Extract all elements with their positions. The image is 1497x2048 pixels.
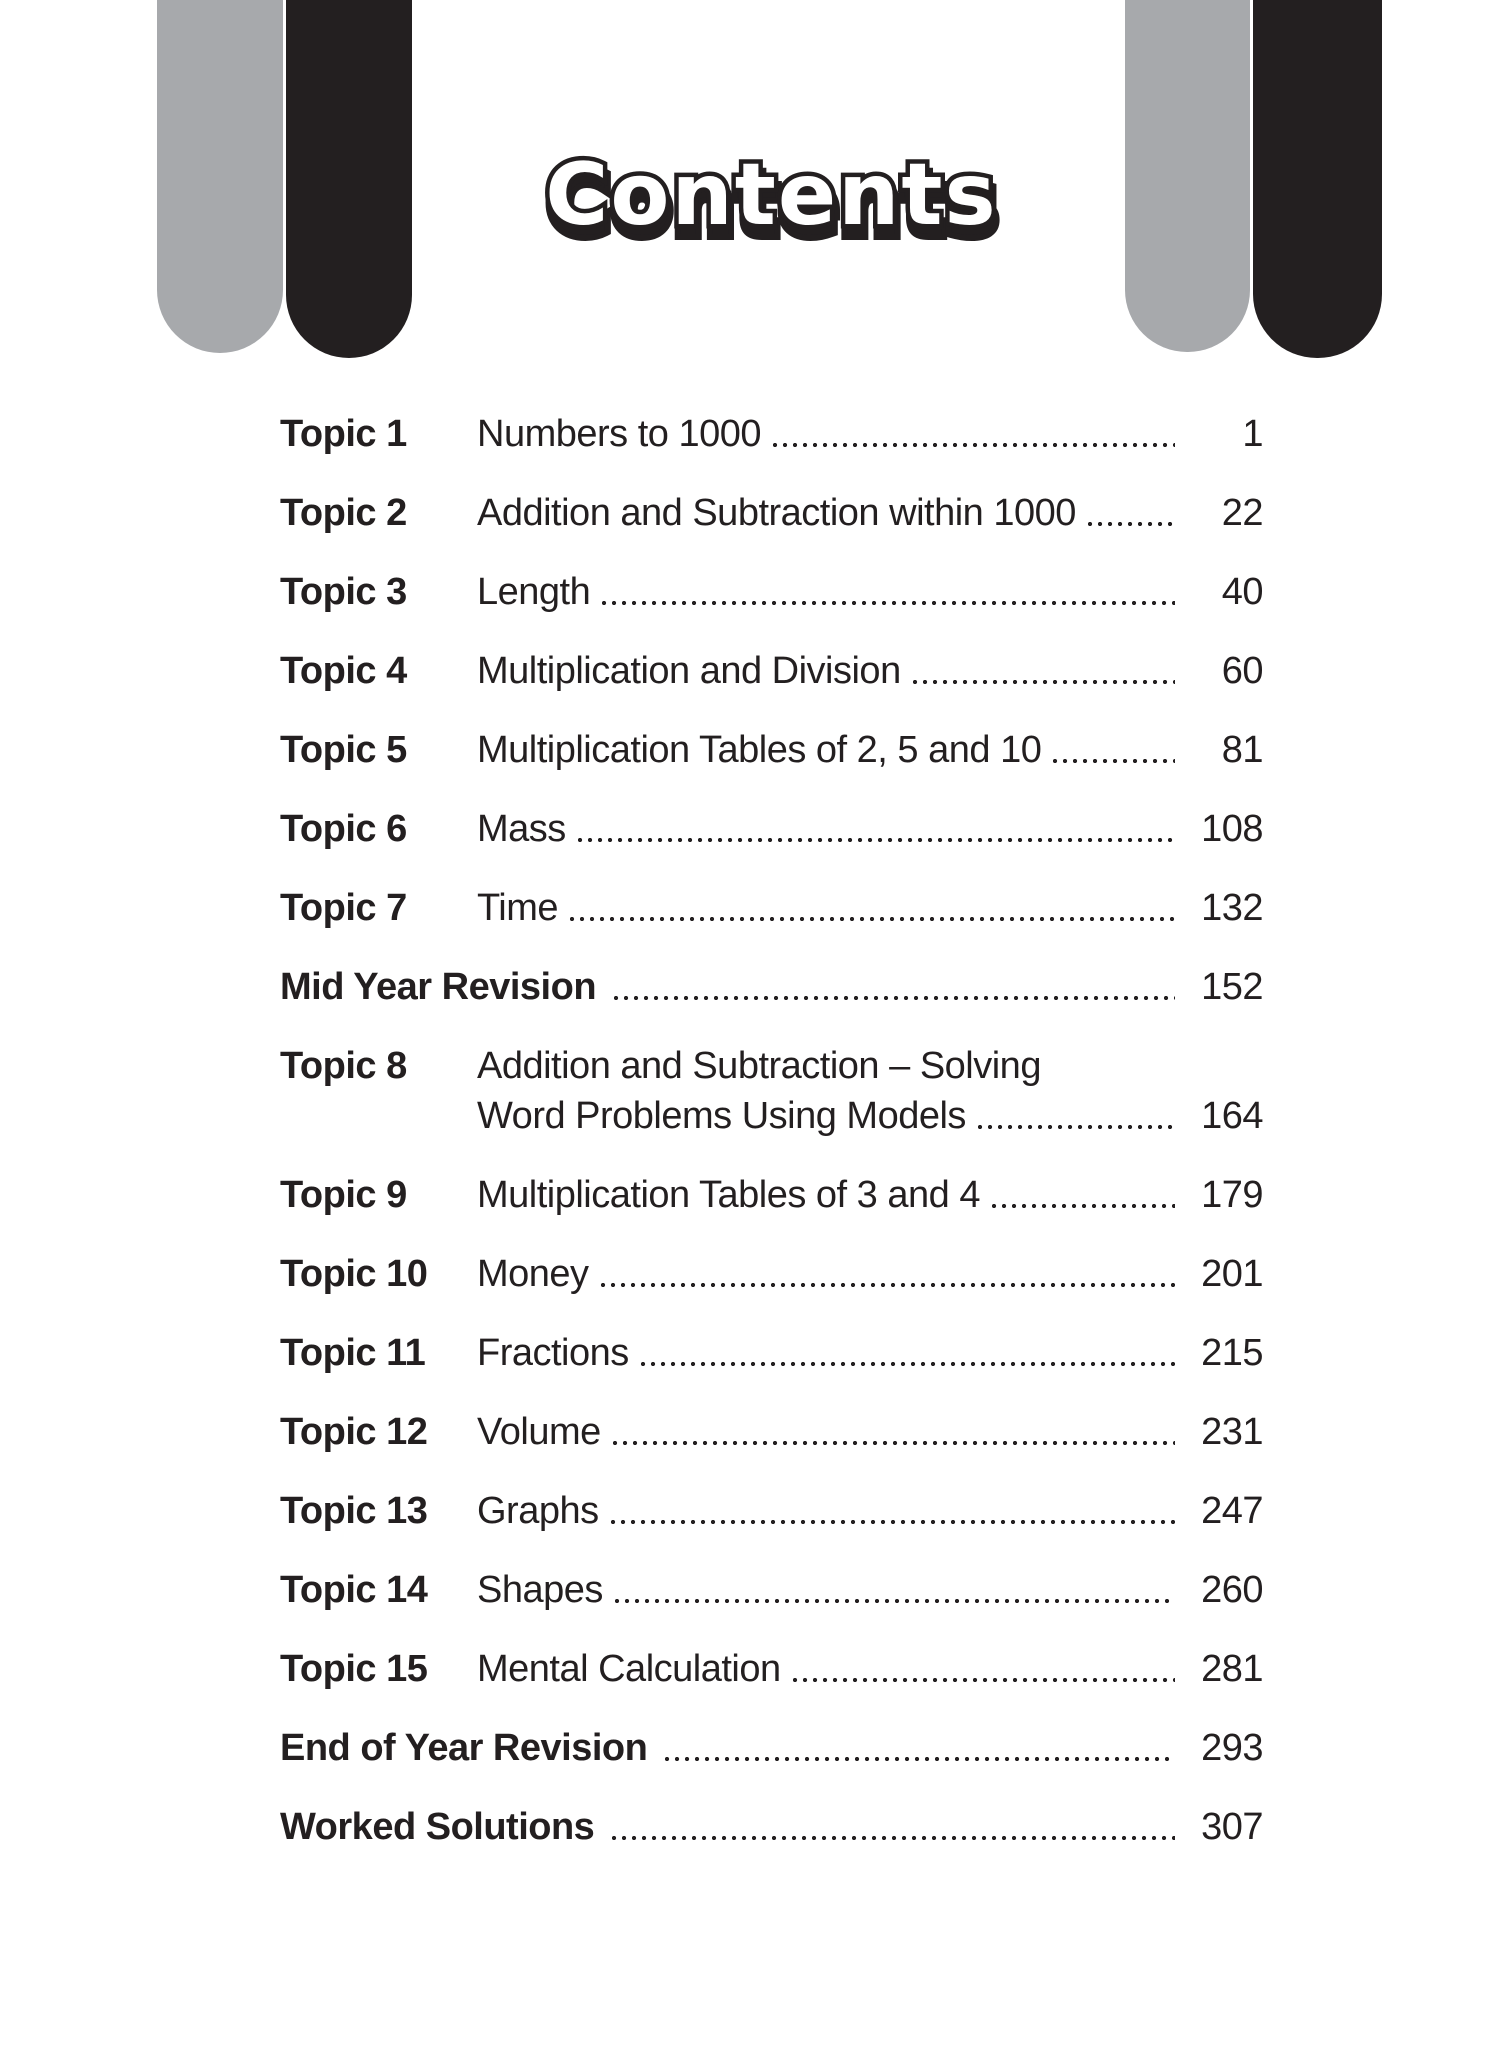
toc-row: [280, 1252, 1263, 1296]
toc-row-line1: [280, 1044, 1263, 1088]
toc-page-number: 164: [1201, 1095, 1263, 1137]
toc-row: [280, 412, 1263, 456]
toc-row: [280, 570, 1263, 614]
toc-row: [280, 1568, 1263, 1612]
toc-topic-title: Fractions: [477, 1332, 629, 1374]
toc-page-number: 81: [1221, 729, 1263, 771]
toc-topic-label: Topic 10: [280, 1253, 428, 1295]
toc-row: [280, 728, 1263, 772]
dot-leader: [641, 1362, 1175, 1366]
toc-topic-label: Topic 7: [280, 887, 407, 929]
dot-leader: [773, 443, 1175, 447]
toc-topic-label: Topic 8: [280, 1045, 407, 1087]
toc-topic-label: Topic 6: [280, 808, 407, 850]
dot-leader: [601, 1283, 1175, 1287]
toc-topic-label: Topic 12: [280, 1411, 428, 1453]
top-right-black-bar: [1253, 0, 1382, 358]
toc-page-number: 231: [1201, 1411, 1263, 1453]
toc-topic-label: Topic 1: [280, 413, 407, 455]
toc-section-label: End of Year Revision: [280, 1727, 648, 1769]
toc-topic-label: Topic 13: [280, 1490, 428, 1532]
toc-section-label: Worked Solutions: [280, 1806, 595, 1848]
toc-page-number: 307: [1201, 1806, 1263, 1848]
dot-leader: [615, 1599, 1175, 1603]
toc-topic-label: Topic 5: [280, 729, 407, 771]
dot-leader: [614, 996, 1175, 1000]
toc-topic-title: Addition and Subtraction – Solving: [477, 1045, 1041, 1087]
dot-leader: [913, 680, 1175, 684]
toc-row-line2: [280, 1094, 1263, 1138]
toc-row: [280, 1410, 1263, 1454]
toc-row: [280, 649, 1263, 693]
dot-leader: [1088, 522, 1175, 526]
toc-topic-title: Multiplication Tables of 2, 5 and 10: [477, 729, 1042, 771]
dot-leader: [611, 1520, 1175, 1524]
dot-leader: [602, 601, 1175, 605]
dot-leader: [992, 1204, 1175, 1208]
toc-page-number: 108: [1201, 808, 1263, 850]
toc-row: [280, 886, 1263, 930]
toc-topic-title: Time: [477, 887, 559, 929]
dot-leader: [793, 1678, 1175, 1682]
toc-page-number: 293: [1201, 1727, 1263, 1769]
dot-leader: [570, 917, 1175, 921]
toc-page-number: 40: [1221, 571, 1263, 613]
toc-row: [280, 1489, 1263, 1533]
toc-page-number: 152: [1201, 966, 1263, 1008]
toc-topic-title: Volume: [477, 1411, 601, 1453]
toc-row: [280, 1331, 1263, 1375]
toc-topic-title: Money: [477, 1253, 589, 1295]
toc-topic-title: Addition and Subtraction within 1000: [477, 492, 1076, 534]
toc-topic-title: Length: [477, 571, 591, 613]
toc-page-number: 281: [1201, 1648, 1263, 1690]
toc-row-revision: [280, 1726, 1263, 1770]
page-title: Contents Contents: [280, 140, 1263, 250]
toc-topic-title: Multiplication Tables of 3 and 4: [477, 1174, 980, 1216]
toc-row-revision: [280, 965, 1263, 1009]
toc-topic-title: Mass: [477, 808, 566, 850]
toc-page-number: 132: [1201, 887, 1263, 929]
toc-topic-label: Topic 11: [280, 1332, 426, 1374]
toc-topic-title-continued: Word Problems Using Models: [477, 1095, 966, 1137]
dot-leader: [1053, 759, 1175, 763]
toc-row-revision: [280, 1805, 1263, 1849]
toc-topic-title: Mental Calculation: [477, 1648, 781, 1690]
toc-section-label: Mid Year Revision: [280, 966, 597, 1008]
toc-topic-label: Topic 15: [280, 1648, 428, 1690]
toc-topic-label: Topic 2: [280, 492, 407, 534]
dot-leader: [978, 1125, 1175, 1129]
toc-page-number: 1: [1242, 413, 1263, 455]
toc-page-number: 179: [1201, 1174, 1263, 1216]
toc-page-number: 60: [1221, 650, 1263, 692]
toc-row: [280, 491, 1263, 535]
toc-topic-label: Topic 3: [280, 571, 407, 613]
toc-row: [280, 1173, 1263, 1217]
toc-row-two-line: [280, 1044, 1263, 1138]
table-of-contents: [280, 412, 1263, 1884]
top-left-gray-bar: [157, 0, 283, 353]
dot-leader: [665, 1757, 1175, 1761]
dot-leader: [613, 1441, 1175, 1445]
toc-topic-label: Topic 4: [280, 650, 407, 692]
toc-page-number: 215: [1201, 1332, 1263, 1374]
toc-topic-label: Topic 9: [280, 1174, 407, 1216]
toc-topic-title: Numbers to 1000: [477, 413, 761, 455]
toc-page-number: 260: [1201, 1569, 1263, 1611]
toc-topic-title: Multiplication and Division: [477, 650, 901, 692]
dot-leader: [612, 1836, 1175, 1840]
toc-row: [280, 807, 1263, 851]
toc-page-number: 22: [1221, 492, 1263, 534]
dot-leader: [578, 838, 1175, 842]
toc-topic-title: Shapes: [477, 1569, 603, 1611]
toc-topic-label: Topic 14: [280, 1569, 428, 1611]
toc-row: [280, 1647, 1263, 1691]
toc-page-number: 201: [1201, 1253, 1263, 1295]
toc-page-number: 247: [1201, 1490, 1263, 1532]
toc-topic-title: Graphs: [477, 1490, 599, 1532]
